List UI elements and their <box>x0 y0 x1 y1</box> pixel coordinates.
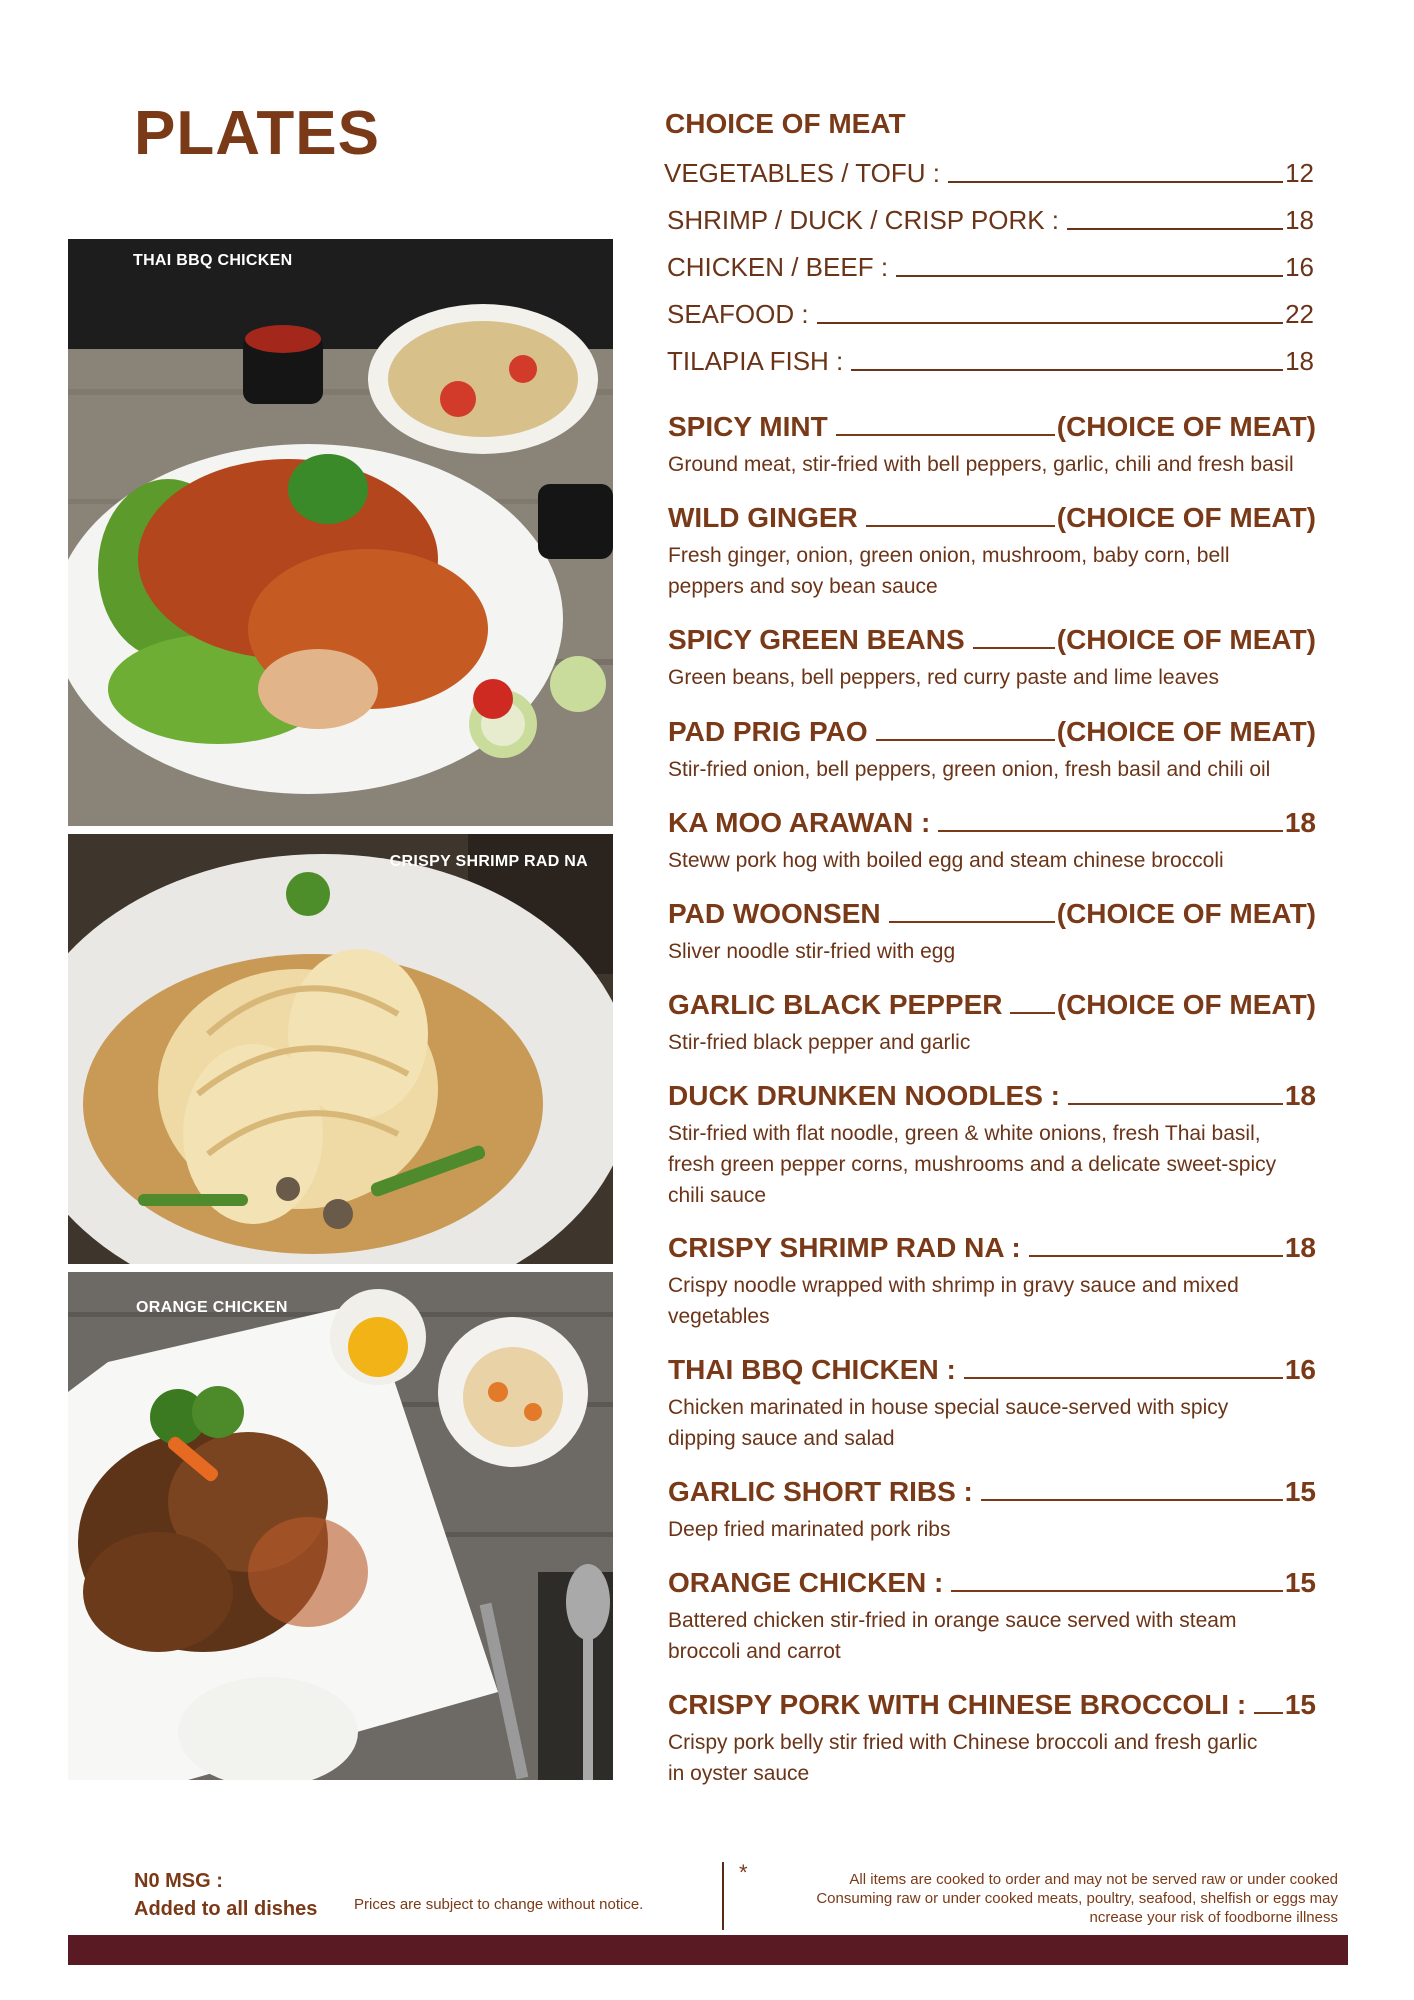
leader-line <box>866 525 1055 527</box>
dish-heading <box>668 1354 1316 1386</box>
dish-description: Battered chicken stir-fried in orange sauce served with steam broccoli and carrot <box>668 1609 1237 1663</box>
leader-line <box>1068 1103 1283 1105</box>
dish-heading <box>668 898 1316 930</box>
dish-heading <box>668 624 1316 656</box>
dish-name: CRISPY PORK WITH CHINESE BROCCOLI : <box>668 1689 1247 1720</box>
photo-orange-chicken <box>68 1272 613 1780</box>
dish-price: (CHOICE OF MEAT) <box>1056 898 1316 929</box>
dish-name: ORANGE CHICKEN : <box>668 1567 944 1598</box>
dish-name: KA MOO ARAWAN : <box>668 807 931 838</box>
meat-label: CHICKEN / BEEF : <box>667 252 889 282</box>
asterisk-icon: * <box>739 1860 748 1885</box>
dish-description: Deep fried marinated pork ribs <box>668 1518 951 1541</box>
dish-heading <box>668 1232 1316 1264</box>
dish-description: Stir-fried with flat noodle, green & white onions, fresh Thai basil, fresh green pepper corns, mushrooms and a delicate sweet-spicy chili sauce <box>668 1122 1277 1207</box>
dish-price: 18 <box>1284 1232 1316 1263</box>
food-safety-notes <box>738 1870 1338 1927</box>
dish-heading <box>668 411 1316 443</box>
dish-price: (CHOICE OF MEAT) <box>1056 989 1316 1020</box>
dish-item <box>668 1232 1316 1332</box>
dish-item <box>668 411 1316 480</box>
dish-description: Green beans, bell peppers, red curry paste and lime leaves <box>668 666 1219 689</box>
leader-line <box>876 739 1055 741</box>
dish-description: Crispy noodle wrapped with shrimp in gravy sauce and mixed vegetables <box>668 1274 1239 1328</box>
photo-crispy-shrimp-rad-na <box>68 834 613 1264</box>
dish-heading <box>668 1476 1316 1508</box>
meat-price: 18 <box>1285 346 1314 376</box>
dish-heading <box>668 1689 1316 1721</box>
dish-name: CRISPY SHRIMP RAD NA : <box>668 1232 1021 1263</box>
leader-line <box>836 434 1055 436</box>
meat-price: 12 <box>1285 158 1314 188</box>
dish-description: Stir-fried black pepper and garlic <box>668 1031 971 1054</box>
food-safety-line: Consuming raw or under cooked meats, poultry, seafood, shelfish or eggs may <box>816 1890 1338 1907</box>
dish-description: Crispy pork belly stir fried with Chinese broccoli and fresh garlic in oyster sauce <box>668 1731 1258 1785</box>
food-safety-line: ncrease your risk of foodborne illness <box>1089 1909 1338 1926</box>
dish-price: (CHOICE OF MEAT) <box>1056 716 1316 747</box>
dish-price: 18 <box>1284 807 1316 838</box>
dish-item <box>668 1476 1316 1545</box>
leader-line <box>851 369 1283 371</box>
no-msg-note <box>134 1867 317 1923</box>
meat-label: SEAFOOD : <box>667 299 809 329</box>
meat-label: TILAPIA FISH : <box>667 346 844 376</box>
dish-item <box>668 624 1316 693</box>
meat-price-row <box>667 346 1314 377</box>
dish-name: GARLIC BLACK PEPPER <box>668 989 1003 1020</box>
dish-heading <box>668 502 1316 534</box>
dish-item <box>668 807 1316 876</box>
dish-item <box>668 502 1316 602</box>
dish-item <box>668 1689 1316 1789</box>
dish-item <box>668 989 1316 1058</box>
dish-price: 16 <box>1284 1354 1316 1385</box>
dish-name: SPICY GREEN BEANS <box>668 624 965 655</box>
dish-price: (CHOICE OF MEAT) <box>1056 502 1316 533</box>
page-title: PLATES <box>134 99 380 168</box>
dish-item <box>668 898 1316 967</box>
photo-label: ORANGE CHICKEN <box>136 1299 288 1316</box>
meat-label: SHRIMP / DUCK / CRISP PORK : <box>667 205 1060 235</box>
dish-description: Steww pork hog with boiled egg and steam chinese broccoli <box>668 849 1224 872</box>
no-msg-sub: Added to all dishes <box>134 1898 318 1920</box>
leader-line <box>948 181 1283 183</box>
dish-name: PAD WOONSEN <box>668 898 881 929</box>
dish-price: 18 <box>1284 1080 1316 1111</box>
leader-line <box>889 921 1055 923</box>
dish-heading <box>668 807 1316 839</box>
dish-description: Stir-fried onion, bell peppers, green onion, fresh basil and chili oil <box>668 758 1271 781</box>
footer-bar <box>68 1935 1348 1965</box>
dish-item <box>668 1567 1316 1667</box>
dish-name: GARLIC SHORT RIBS : <box>668 1476 973 1507</box>
dish-name: DUCK DRUNKEN NOODLES : <box>668 1080 1060 1111</box>
dish-description: Chicken marinated in house special sauce-served with spicy dipping sauce and salad <box>668 1396 1229 1450</box>
dish-description: Sliver noodle stir-fried with egg <box>668 940 956 963</box>
photo-thai-bbq-chicken <box>68 239 613 826</box>
dish-name: THAI BBQ CHICKEN : <box>668 1354 956 1385</box>
leader-line <box>1010 1012 1054 1014</box>
crispy-shrimp-rad-na-image <box>68 834 613 1264</box>
choice-of-meat-title: CHOICE OF MEAT <box>665 108 906 139</box>
photo-label: CRISPY SHRIMP RAD NA <box>389 853 588 870</box>
leader-line <box>981 1499 1283 1501</box>
leader-line <box>1029 1255 1283 1257</box>
meat-price: 16 <box>1285 252 1314 282</box>
no-msg-label: N0 MSG : <box>134 1870 223 1892</box>
orange-chicken-image <box>68 1272 613 1780</box>
photo-label: THAI BBQ CHICKEN <box>133 252 293 269</box>
food-safety-line: All items are cooked to order and may not be served raw or under cooked <box>849 1871 1338 1888</box>
dish-price: 15 <box>1284 1689 1316 1720</box>
dish-heading <box>668 989 1316 1021</box>
meat-price-row <box>667 205 1314 236</box>
dish-item <box>668 716 1316 785</box>
meat-price: 22 <box>1285 299 1314 329</box>
thai-bbq-chicken-image <box>68 239 613 826</box>
leader-line <box>1254 1712 1283 1714</box>
meat-price-row <box>667 252 1314 283</box>
dish-heading <box>668 1567 1316 1599</box>
dish-price: (CHOICE OF MEAT) <box>1056 411 1316 442</box>
dish-item <box>668 1354 1316 1454</box>
meat-price-row <box>667 299 1314 330</box>
dish-price: 15 <box>1284 1476 1316 1507</box>
leader-line <box>817 322 1284 324</box>
price-change-note: Prices are subject to change without notice. <box>354 1896 644 1913</box>
dish-price: (CHOICE OF MEAT) <box>1056 624 1316 655</box>
dish-item <box>668 1080 1316 1211</box>
dish-description: Ground meat, stir-fried with bell peppers, garlic, chili and fresh basil <box>668 453 1294 476</box>
leader-line <box>951 1590 1283 1592</box>
leader-line <box>964 1377 1283 1379</box>
dish-name: WILD GINGER <box>668 502 858 533</box>
dish-description: Fresh ginger, onion, green onion, mushroom, baby corn, bell peppers and soy bean sauce <box>668 544 1230 598</box>
leader-line <box>973 647 1055 649</box>
leader-line <box>938 830 1282 832</box>
meat-price-row <box>664 158 1314 189</box>
leader-line <box>1067 228 1283 230</box>
leader-line <box>896 275 1283 277</box>
dish-price: 15 <box>1284 1567 1316 1598</box>
dish-name: PAD PRIG PAO <box>668 716 868 747</box>
meat-label: VEGETABLES / TOFU : <box>664 158 940 188</box>
dish-heading <box>668 716 1316 748</box>
dish-name: SPICY MINT <box>668 411 828 442</box>
dish-heading <box>668 1080 1316 1112</box>
footer-divider <box>722 1862 724 1930</box>
meat-price: 18 <box>1285 205 1314 235</box>
